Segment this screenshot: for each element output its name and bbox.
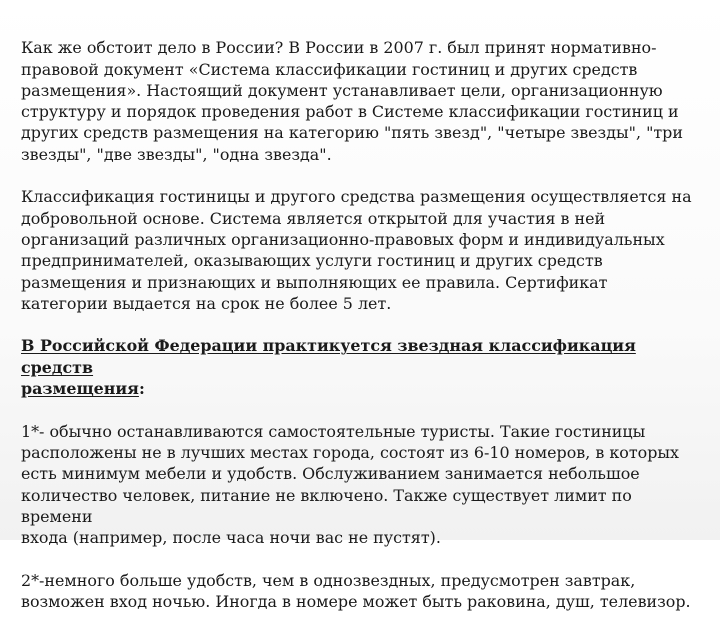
heading-colon: :	[138, 379, 145, 399]
document-text	[21, 16, 707, 634]
heading-underlined-text: В Российской Федерации практикуется звездная классификация средств размещения	[21, 336, 636, 399]
star-classification-heading	[21, 335, 707, 399]
intro-paragraph: Как же обстоит дело в России? В России в 2007 г. был принят нормативно- правовой документ «Система классификации гостиниц и других средств размещения». Настоящий документ устанавливает цели, организационную структуру и порядок проведения работ в Системе классификации гостиниц и других средств размещения на категорию "пять звезд", "четыре звезды", "три звезды", "две звезды", "одна звезда".	[21, 38, 683, 164]
one-star-paragraph: 1*- обычно останавливаются самостоятельные туристы. Такие гостиницы расположены не в лучших местах города, состоят из 6-10 номеров, в которых есть минимум мебели и удобств. Обслуживанием занимается небольшое количество человек, питание не включено. Также существует лимит по времени входа (например, после часа ночи вас не пустят).	[21, 421, 679, 548]
two-star-paragraph: 2*-немного больше удобств, чем в однозвездных, предусмотрен завтрак, возможен вход ночью. Иногда в номере может быть раковина, душ, телевизор.	[21, 570, 691, 612]
classification-paragraph: Классификация гостиницы и другого средства размещения осуществляется на добровольной основе. Система является открытой для участия в ней организаций различных организационно-правовых форм и индивидуальных предпринимателей, оказывающих услуги гостиниц и других средств размещения и признающих и выполняющих ее правила. Сертификат категории выдается на срок не более 5 лет.	[21, 187, 692, 313]
